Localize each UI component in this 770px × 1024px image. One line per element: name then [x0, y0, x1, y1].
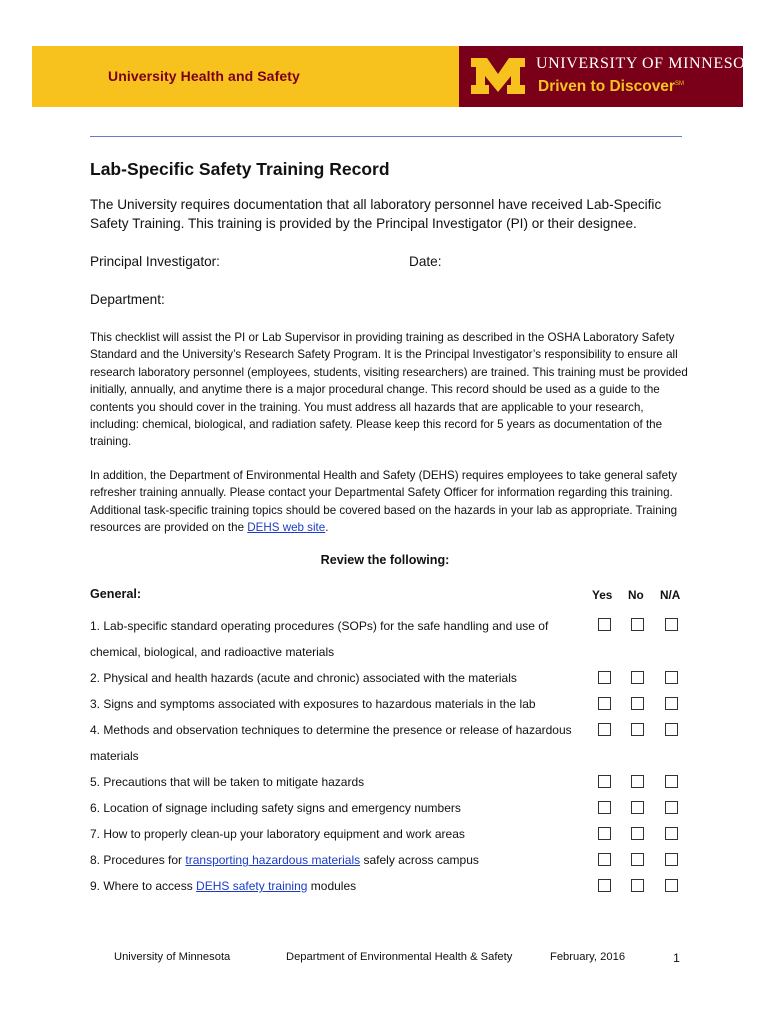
checklist-item: 4. Methods and observation techniques to determine the presence or release of hazardous materials — [90, 723, 572, 763]
checklist-item: 5. Precautions that will be taken to mitigate hazards — [90, 775, 365, 789]
checklist-item: 2. Physical and health hazards (acute and chronic) associated with the materials — [90, 671, 517, 685]
checkbox-na[interactable] — [665, 853, 678, 866]
department-label: Department: — [90, 292, 165, 307]
checkbox-na[interactable] — [665, 671, 678, 684]
checklist-paragraph: This checklist will assist the PI or Lab Supervisor in providing training as described in the OSHA Laboratory Safety Standard and the University’s Research Safety Program. It is the Principal Investigator’s responsibility to ensure all research laboratory personnel (employees, students, visiting researchers) are trained. This training must be provided initially, annually, and anytime there is a major procedural change. This record should be used as a guide to the contents you should cover in the training. You must address all hazards that are applicable to your research, including: chemical, biological, and radiation safety. Please keep this record for 5 years as documentation of the training. — [90, 331, 688, 449]
checkbox-no[interactable] — [631, 697, 644, 710]
dehs-paragraph: In addition, the Department of Environmental Health and Safety (DEHS) requires employees to take general safety refresher training annually. Please contact your Departmental Safety Officer for information regarding this training. Additional task-specific training topics should be covered based on the hazards in your lab as appropriate. Training resources are provided on the DEHS web site. — [90, 469, 678, 535]
column-header-yes: Yes — [592, 588, 613, 602]
checklist-item: 3. Signs and symptoms associated with exposures to hazardous materials in the lab — [90, 697, 536, 711]
checkbox-no[interactable] — [631, 879, 644, 892]
document-title: Lab-Specific Safety Training Record — [90, 159, 390, 179]
checkbox-na[interactable] — [665, 801, 678, 814]
checkbox-yes[interactable] — [598, 618, 611, 631]
service-mark: SM — [674, 80, 684, 87]
checkbox-yes[interactable] — [598, 853, 611, 866]
checklist-item-link[interactable]: DEHS safety training — [196, 879, 308, 893]
checkbox-na[interactable] — [665, 827, 678, 840]
checkbox-yes[interactable] — [598, 879, 611, 892]
column-header-no: No — [628, 588, 644, 602]
logo-tagline: Driven to Discover℠ — [538, 78, 684, 95]
checkbox-yes[interactable] — [598, 723, 611, 736]
checkbox-no[interactable] — [631, 618, 644, 631]
checkbox-na[interactable] — [665, 723, 678, 736]
checkbox-yes[interactable] — [598, 775, 611, 788]
checkbox-no[interactable] — [631, 775, 644, 788]
checkbox-yes[interactable] — [598, 827, 611, 840]
checkbox-na[interactable] — [665, 775, 678, 788]
checklist-item: 6. Location of signage including safety signs and emergency numbers — [90, 801, 461, 815]
date-label: Date: — [409, 254, 442, 269]
checkbox-na[interactable] — [665, 697, 678, 710]
checkbox-no[interactable] — [631, 853, 644, 866]
checkbox-no[interactable] — [631, 801, 644, 814]
checklist-item: 7. How to properly clean-up your laboratory equipment and work areas — [90, 827, 465, 841]
checkbox-no[interactable] — [631, 827, 644, 840]
review-heading: Review the following: — [320, 553, 450, 567]
header-divider — [90, 136, 682, 137]
dehs-website-link[interactable]: DEHS web site — [247, 521, 326, 535]
checkbox-na[interactable] — [665, 618, 678, 631]
checkbox-yes[interactable] — [598, 671, 611, 684]
column-header-na: N/A — [660, 588, 681, 602]
checkbox-no[interactable] — [631, 671, 644, 684]
header-unit-title: University Health and Safety — [108, 68, 300, 84]
footer-dept: Department of Environmental Health & Safety — [286, 951, 513, 963]
block-m-icon — [469, 56, 527, 96]
checklist-item: 8. Procedures for transporting hazardous materials safely across campus — [90, 853, 479, 867]
checkbox-no[interactable] — [631, 723, 644, 736]
checklist-item-link[interactable]: transporting hazardous materials — [185, 853, 361, 867]
logo-university-name: UNIVERSITY OF MINNESOTA — [536, 55, 767, 72]
intro-paragraph: The University requires documentation that all laboratory personnel have received Lab-Specific Safety Training. This training is provided by the Principal Investigator (PI) or their designee. — [90, 197, 662, 231]
university-logo — [459, 46, 767, 107]
checkbox-na[interactable] — [665, 879, 678, 892]
section-title-general: General: — [90, 587, 142, 601]
footer-org: University of Minnesota — [114, 951, 231, 963]
page-number: 1 — [673, 951, 680, 965]
checkbox-yes[interactable] — [598, 697, 611, 710]
checklist-item: 1. Lab-specific standard operating procedures (SOPs) for the safe handling and use of chemical, biological, and radioactive materials — [90, 619, 549, 659]
checkbox-yes[interactable] — [598, 801, 611, 814]
checklist-item: 9. Where to access DEHS safety training modules — [90, 879, 357, 893]
pi-label: Principal Investigator: — [90, 254, 220, 269]
footer-date: February, 2016 — [550, 951, 626, 963]
